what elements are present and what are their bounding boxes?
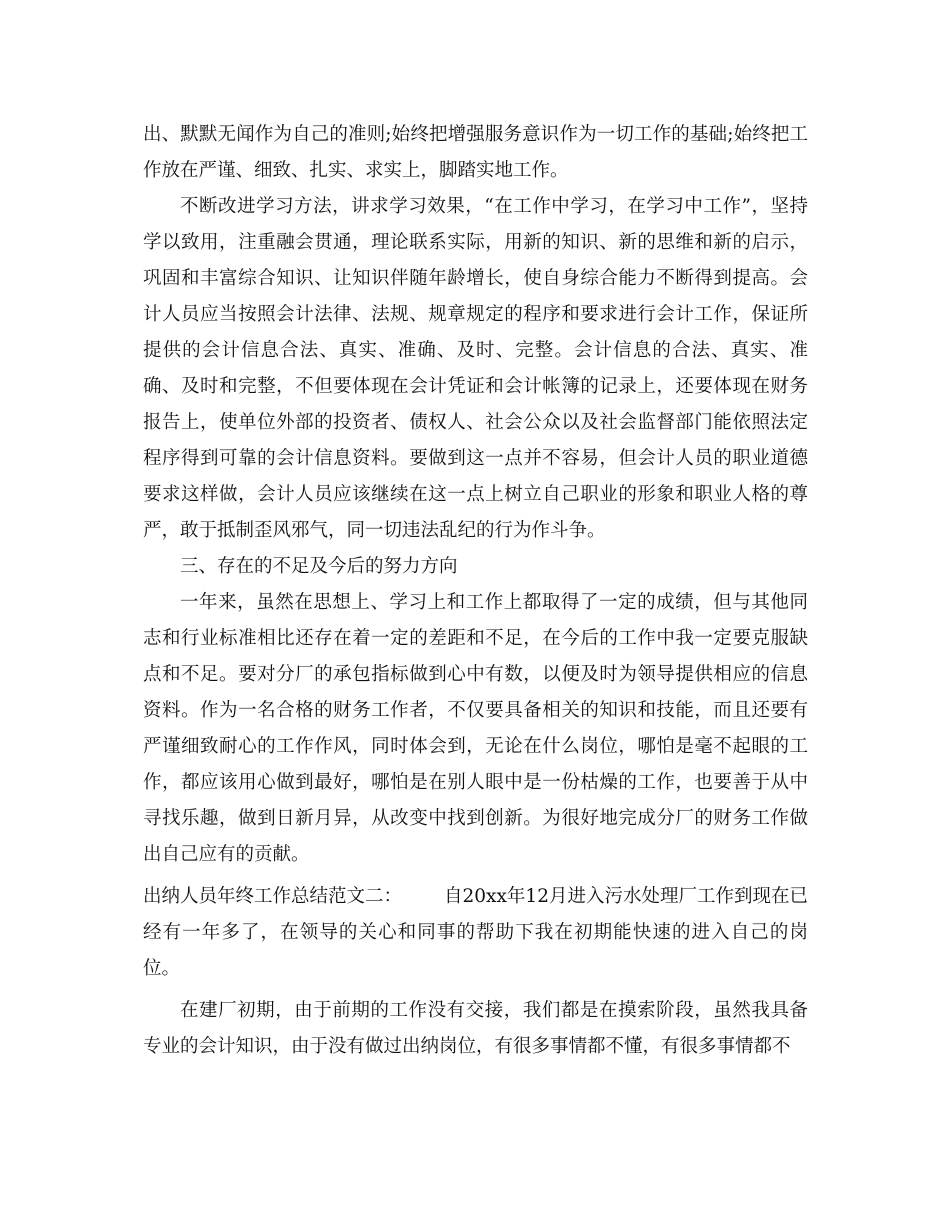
section-heading-shortcomings: 三、存在的不足及今后的努力方向 bbox=[180, 556, 458, 577]
sample-two-title: 出纳人员年终工作总结范文二： bbox=[143, 886, 403, 907]
document-body bbox=[143, 117, 808, 1065]
sample-two-text: 自20xx年12月进入污水处理厂工作到现在已经有一年多了，在领导的关心和同事的帮助下我在初期能快速的进入自己的岗位。 bbox=[143, 886, 808, 979]
paragraph-sample-two bbox=[143, 879, 808, 987]
paragraph-early-stage: 在建厂初期，由于前期的工作没有交接，我们都是在摸索阶段，虽然我具备专业的会计知识，由于没有做过出纳岗位，有很多事情都不懂，有很多事情都不 bbox=[143, 1000, 808, 1057]
paragraph-work-principles: 出、默默无闻作为自己的准则;始终把增强服务意识作为一切工作的基础;始终把工作放在严谨、细致、扎实、求实上，脚踏实地工作。 bbox=[143, 124, 808, 181]
paragraph-learning-methods: 不断改进学习方法，讲求学习效果，“在工作中学习，在学习中工作”，坚持学以致用，注重融会贯通，理论联系实际，用新的知识、新的思维和新的启示，巩固和丰富综合知识、让知识伴随年龄增长，使自身综合能力不断得到提高。会计人员应当按照会计法律、法规、规章规定的程序和要求进行会计工作，保证所提供的会计信息合法、真实、准确、及时、完整。会计信息的合法、真实、准确、及时和完整，不但要体现在会计凭证和会计帐簿的记录上，还要体现在财务报告上，使单位外部的投资者、债权人、社会公众以及社会监督部门能依照法定程序得到可靠的会计信息资料。要做到这一点并不容易，但会计人员的职业道德要求这样做，会计人员应该继续在这一点上树立自己职业的形象和职业人格的尊严，敢于抵制歪风邪气，同一切违法乱纪的行为作斗争。 bbox=[143, 196, 808, 541]
paragraph-shortcomings: 一年来，虽然在思想上、学习上和工作上都取得了一定的成绩，但与其他同志和行业标准相比还存在着一定的差距和不足，在今后的工作中我一定要克服缺点和不足。要对分厂的承包指标做到心中有数，以便及时为领导提供相应的信息资料。作为一名合格的财务工作者，不仅要具备相关的知识和技能，而且还要有严谨细致耐心的工作作风，同时体会到，无论在什么岗位，哪怕是毫不起眼的工作，都应该用心做到最好，哪怕是在别人眼中是一份枯燥的工作，也要善于从中寻找乐趣，做到日新月异，从改变中找到创新。为很好地完成分厂的财务工作做出自己应有的贡献。 bbox=[143, 592, 808, 865]
